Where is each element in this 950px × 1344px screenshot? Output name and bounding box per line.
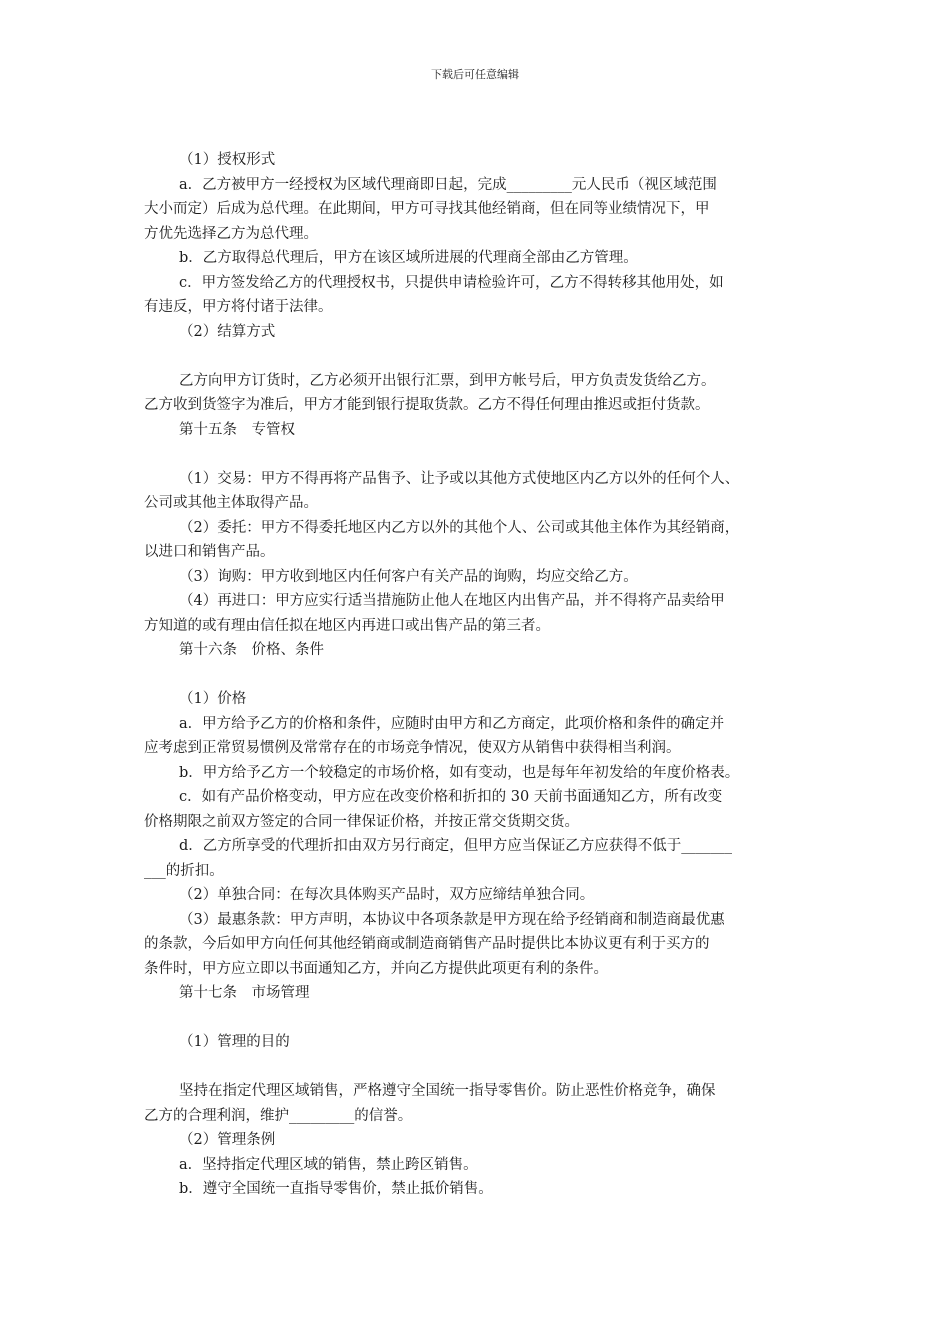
- subsection-heading: （1）授权形式: [179, 152, 276, 168]
- paragraph-line: 应考虑到正常贸易惯例及常常存在的市场竞争情况，使双方从销售中获得相当利润。: [144, 740, 681, 756]
- paragraph-line: 公司或其他主体取得产品。: [144, 495, 318, 511]
- paragraph-line: a．乙方被甲方一经授权为区域代理商即日起，完成_________元人民币（视区域范围: [179, 176, 717, 193]
- paragraph-line: 条件时，甲方应立即以书面通知乙方，并向乙方提供此项更有利的条件。: [144, 960, 608, 977]
- article-heading: 第十七条 市场管理: [179, 985, 310, 1001]
- paragraph-line: d．乙方所享受的代理折扣由双方另行商定，但甲方应当保证乙方应获得不低于_______: [179, 838, 733, 854]
- document-body: [144, 148, 816, 1202]
- paragraph-line: 的条款，今后如甲方向任何其他经销商或制造商销售产品时提供比本协议更有利于买方的: [144, 936, 710, 952]
- paragraph-line: ___的折扣。: [144, 862, 224, 879]
- paragraph-line: （3）询购：甲方收到地区内任何客户有关产品的询购，均应交给乙方。: [179, 568, 638, 585]
- paragraph-line: 坚持在指定代理区域销售，严格遵守全国统一指导零售价。防止恶性价格竞争，确保: [179, 1083, 716, 1099]
- paragraph-line: b．遵守全国统一直指导零售价，禁止抵价销售。: [179, 1181, 493, 1197]
- paragraph-line: a．甲方给予乙方的价格和条件，应随时由甲方和乙方商定，此项价格和条件的确定并: [179, 715, 725, 732]
- spacer: [144, 1006, 816, 1031]
- paragraph-line: 方知道的或有理由信任拟在地区内再进口或出售产品的第三者。: [144, 617, 550, 634]
- paragraph-line: b．乙方取得总代理后，甲方在该区域所进展的代理商全部由乙方管理。: [179, 250, 638, 266]
- paragraph-line: b．甲方给予乙方一个较稳定的市场价格，如有变动，也是每年年初发给的年度价格表。: [179, 764, 740, 781]
- paragraph-line: （3）最惠条款：甲方声明，本协议中各项条款是甲方现在给予经销商和制造商最优惠: [179, 911, 725, 928]
- paragraph-line: c．甲方签发给乙方的代理授权书，只提供申请检验许可，乙方不得转移其他用处，如: [179, 274, 724, 291]
- paragraph-line: （1）交易：甲方不得再将产品售予、让予或以其他方式使地区内乙方以外的任何个人、: [179, 470, 740, 487]
- paragraph-line: 价格期限之前双方签定的合同一律保证价格，并按正常交货期交货。: [144, 813, 579, 830]
- spacer: [144, 442, 816, 467]
- paragraph-line: （2）委托：甲方不得委托地区内乙方以外的其他个人、公司或其他主体作为其经销商，: [179, 519, 740, 536]
- page-header: 下载后可任意编辑: [431, 68, 519, 81]
- paragraph-line: 乙方收到货签字为准后，甲方才能到银行提取货款。乙方不得任何理由推迟或拒付货款。: [144, 397, 710, 413]
- paragraph-line: a．坚持指定代理区域的销售，禁止跨区销售。: [179, 1156, 478, 1173]
- subsection-heading: （2）结算方式: [179, 323, 276, 340]
- paragraph-line: 乙方向甲方订货时，乙方必须开出银行汇票，到甲方帐号后，甲方负责发货给乙方。: [179, 372, 716, 389]
- subsection-heading: （2）管理条例: [179, 1132, 276, 1148]
- paragraph-line: 以进口和销售产品。: [144, 544, 275, 560]
- subsection-heading: （1）价格: [179, 691, 247, 707]
- article-heading: 第十五条 专管权: [179, 421, 295, 438]
- paragraph-line: c．如有产品价格变动，甲方应在改变价格和折扣的 30 天前书面通知乙方，所有改变: [179, 789, 723, 805]
- paragraph-line: 有违反，甲方将付诸于法律。: [144, 299, 333, 315]
- paragraph-line: 大小而定）后成为总代理。在此期间，甲方可寻找其他经销商，但在同等业绩情况下，甲: [144, 201, 710, 217]
- paragraph-line: （2）单独合同：在每次具体购买产品时，双方应缔结单独合同。: [179, 887, 595, 903]
- subsection-heading: （1）管理的目的: [179, 1034, 290, 1050]
- paragraph-line: （4）再进口：甲方应实行适当措施防止他人在地区内出售产品，并不得将产品卖给甲: [179, 593, 725, 609]
- paragraph-line: 乙方的合理利润，维护_________的信誉。: [144, 1107, 413, 1124]
- spacer: [144, 344, 816, 369]
- spacer: [144, 663, 816, 688]
- article-heading: 第十六条 价格、条件: [179, 642, 324, 658]
- spacer: [144, 1055, 816, 1080]
- paragraph-line: 方优先选择乙方为总代理。: [144, 225, 318, 242]
